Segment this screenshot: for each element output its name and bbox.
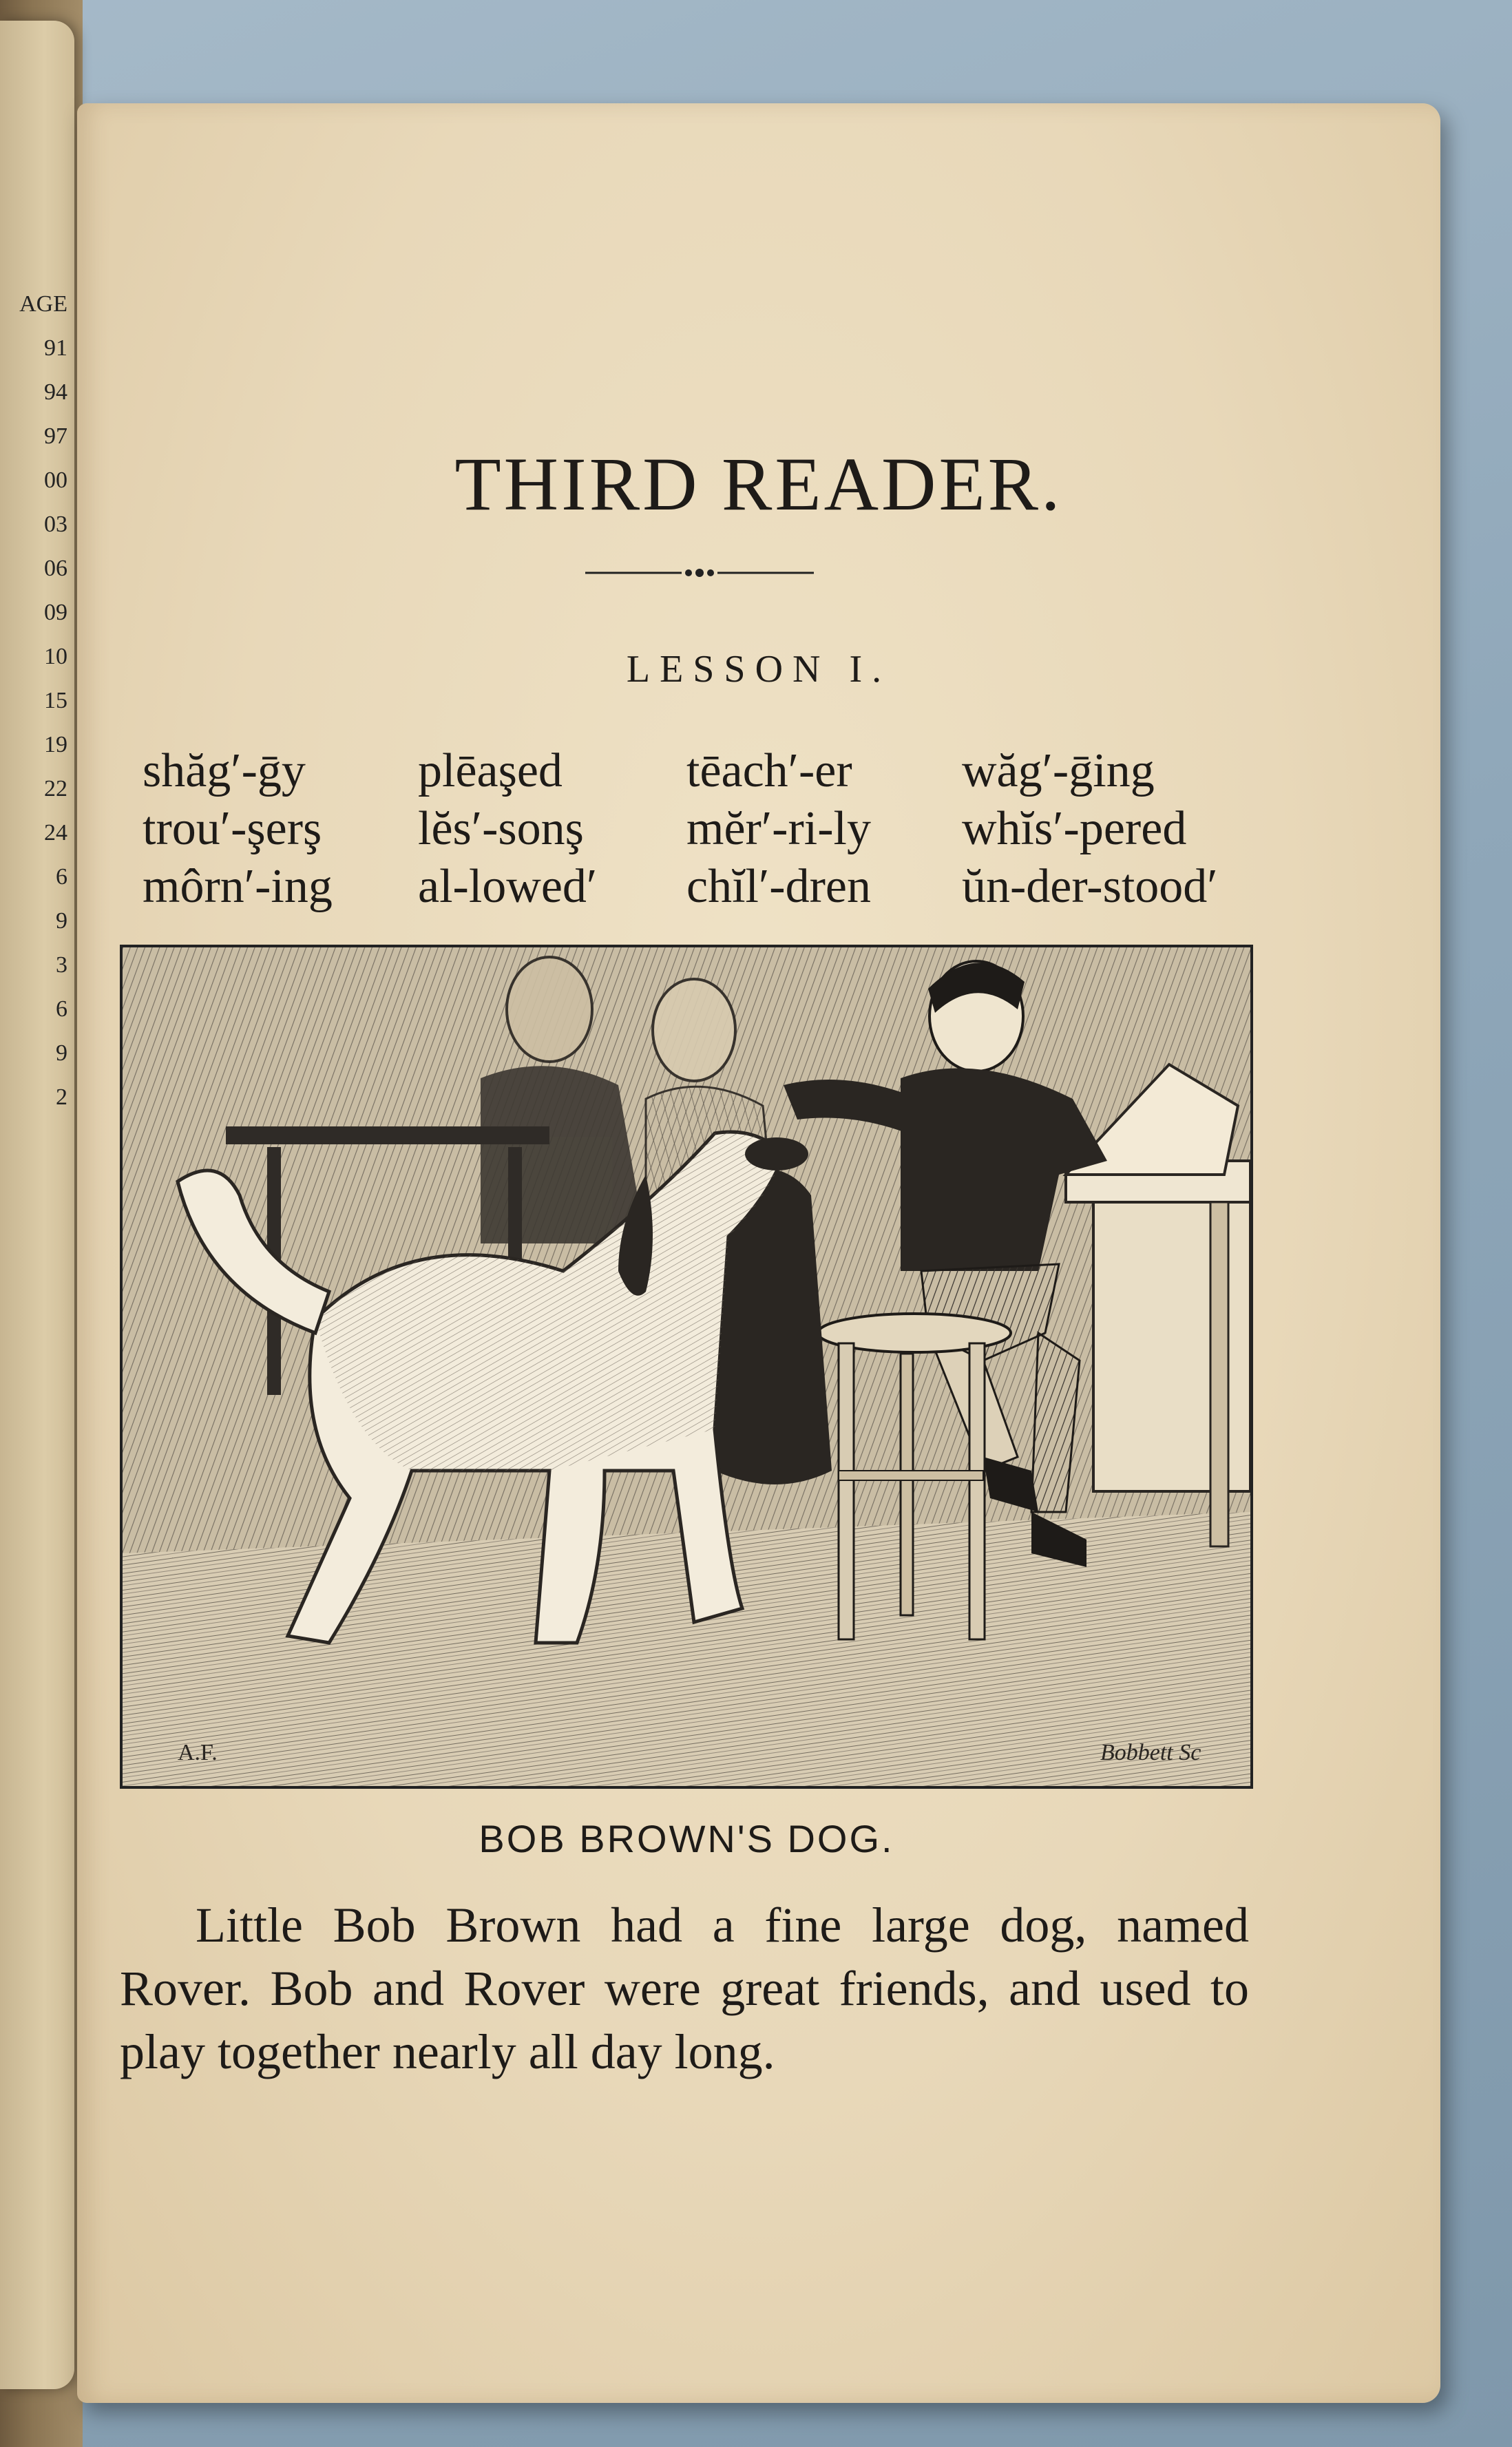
left-page-number: 15: [44, 688, 67, 713]
vocabulary-word: trou′-şerş: [143, 802, 322, 855]
vocabulary-word: tēach′-er: [686, 744, 852, 797]
left-page-number: 06: [44, 556, 67, 581]
engraver-signature-left: A.F.: [178, 1740, 218, 1765]
vocabulary-word: chĭl′-dren: [686, 860, 871, 913]
illustration-caption: BOB BROWN'S DOG.: [479, 1817, 894, 1860]
vocabulary-word: al-lowed′: [418, 860, 598, 913]
vocabulary-word: wăg′-ḡing: [962, 744, 1155, 797]
left-page-number: 6: [56, 864, 67, 890]
left-page-numbers: [6, 282, 67, 1120]
left-page-number: AGE: [19, 291, 67, 317]
vocabulary-word: ŭn-der-stood′: [962, 860, 1218, 913]
left-page-number: 10: [44, 644, 67, 669]
vocabulary-word: mĕr′-ri-ly: [686, 802, 871, 855]
left-page-number: 24: [44, 820, 67, 846]
left-page-number: 94: [44, 379, 67, 405]
left-page-number: 91: [44, 335, 67, 361]
engraver-signature-right: Bobbett Sc: [1100, 1740, 1201, 1765]
left-page-number: 3: [56, 952, 67, 978]
left-page-number: 9: [56, 1040, 67, 1066]
title-ornament: [585, 565, 814, 581]
story-paragraph: Little Bob Brown had a fine large dog, named Rover. Bob and Rover were great friends, and used to play together nearly all day long.: [120, 1898, 1249, 2079]
vocabulary-grid: [143, 744, 1354, 950]
left-page-number: 09: [44, 600, 67, 625]
left-page-number: 22: [44, 776, 67, 801]
vocabulary-word: plēaşed: [418, 744, 563, 797]
right-page: [77, 103, 1440, 2403]
left-page-number: 2: [56, 1084, 67, 1110]
lesson-heading: LESSON I.: [626, 648, 892, 691]
vocabulary-word: môrn′-ing: [143, 860, 333, 913]
background-desk: [226, 1126, 549, 1144]
left-page-number: 6: [56, 996, 67, 1022]
illustration: [120, 945, 1253, 1789]
left-page-number: 00: [44, 468, 67, 493]
left-page-number: 9: [56, 908, 67, 934]
vocabulary-word: lĕs′-sonş: [418, 802, 584, 855]
engraving-scene: [123, 947, 1250, 1786]
left-page-number: 97: [44, 423, 67, 449]
left-page: [0, 21, 74, 2389]
left-page-number: 03: [44, 512, 67, 537]
left-page-number: 19: [44, 732, 67, 757]
vocabulary-word: shăg′-ḡy: [143, 744, 306, 797]
page-title: THIRD READER.: [454, 442, 1063, 526]
cap: [745, 1137, 808, 1170]
vocabulary-word: whĭs′-pered: [962, 802, 1187, 855]
